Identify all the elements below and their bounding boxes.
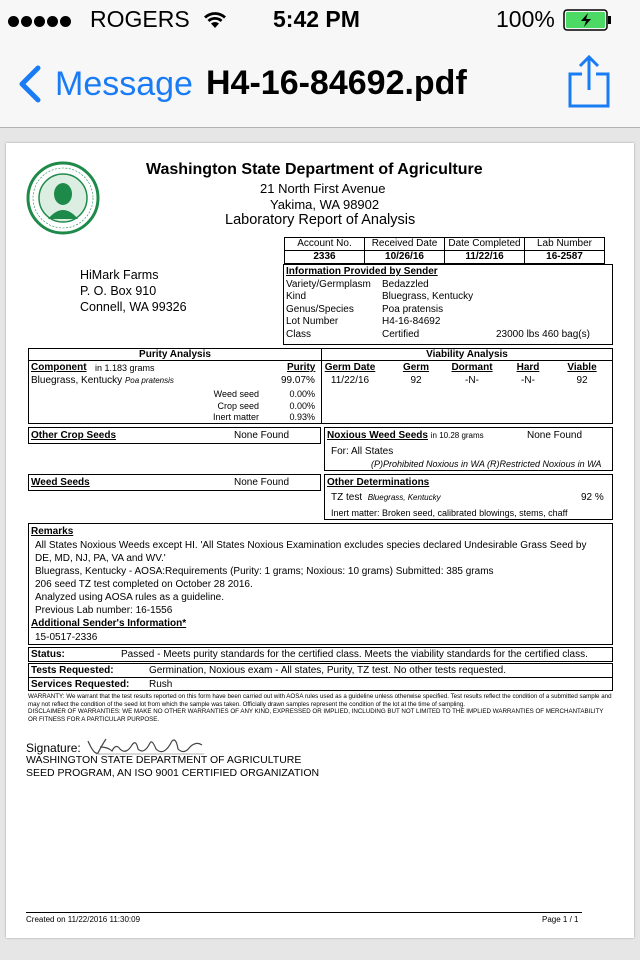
page-title: H4-16-84692.pdf xyxy=(206,64,467,102)
purity-row-value: 0.93% xyxy=(289,412,315,422)
viability-value: -N- xyxy=(465,375,479,386)
org-name: Washington State Department of Agriculture xyxy=(146,161,483,178)
component-label: Component xyxy=(31,362,87,373)
purity-row-label: Weed seed xyxy=(213,389,259,399)
warranty-line: may not reflect the condition of the seed lot from which the sample was taken. Officially drawn samples represent the condition of the lot at the time of sampling. xyxy=(28,700,466,708)
warranty-line: DISCLAIMER OF WARRANTIES: WE MAKE NO OTHER WARRANTIES OF ANY KIND, EXPRESSED OR IMPLIED, INCLUDING BUT NOT LIMITED TO THE IMPLIED WARRANTIES OF MERCHANTABILITY xyxy=(28,708,604,715)
remark-line: All States Noxious Weeds except HI. 'All States Noxious Examination excludes species declared Undesirable Grass Seed by xyxy=(35,540,587,551)
purity-row-value: 0.00% xyxy=(289,400,315,411)
purity-label: Purity xyxy=(287,362,316,373)
signature-line: WASHINGTON STATE DEPARTMENT OF AGRICULTURE xyxy=(26,754,302,766)
status-label: Status: xyxy=(31,649,65,660)
noxious-legend: (P)Prohibited Noxious in WA (R)Restricted Noxious in WA xyxy=(371,459,602,469)
remark-line: Bluegrass, Kentucky - AOSA:Requirements (Purity: 1 grams; Noxious: 10 grams) Submitted: 385 grams xyxy=(35,566,494,577)
viability-header: Germ xyxy=(402,362,430,373)
viability-header: Hard xyxy=(516,362,540,373)
info-quantity: 23000 lbs 460 bag(s) xyxy=(496,328,590,340)
account-value: 11/22/16 xyxy=(445,251,525,264)
sender-address xyxy=(80,267,187,315)
additional-info-title: Additional Sender's Information* xyxy=(31,618,187,629)
viability-header: Dormant xyxy=(451,362,493,373)
viability-value: -N- xyxy=(521,375,535,386)
info-label: Genus/Species xyxy=(286,303,354,315)
account-header: Date Completed xyxy=(445,238,525,251)
tz-kind: Bluegrass, Kentucky xyxy=(367,493,441,502)
state-seal-icon xyxy=(26,161,100,235)
org-street: 21 North First Avenue xyxy=(260,181,386,196)
inert-matter: Inert matter: Broken seed, calibrated blowings, stems, chaff xyxy=(331,508,568,518)
remark-line: DE, MD, NJ, PA, VA and WV.' xyxy=(35,553,166,564)
tests-box xyxy=(28,663,613,691)
account-header: Account No. xyxy=(285,238,365,251)
remark-line: 206 seed TZ test completed on October 28 2016. xyxy=(35,579,253,590)
noxious-label: Noxious Weed Seeds xyxy=(327,430,428,441)
warranty-line: WARRANTY: We warrant that the test results reported on this form have been carried out with AOSA rules used as a guideline unless otherwise specified. Test results reflect the condition of a submitted sample and xyxy=(28,693,612,700)
tz-label: TZ test xyxy=(331,492,363,503)
back-button[interactable]: Message xyxy=(55,65,193,103)
other-crop-value: None Found xyxy=(234,430,290,441)
weed-seeds-value: None Found xyxy=(234,477,290,488)
other-determinations-box xyxy=(324,474,613,520)
document-viewer[interactable] xyxy=(0,129,640,960)
status-value: Passed - Meets purity standards for the certified class. Meets the viability standards for the certified class. xyxy=(121,649,588,660)
purity-kind xyxy=(31,375,174,386)
noxious-heading xyxy=(327,430,484,441)
other-crop-label: Other Crop Seeds xyxy=(31,430,117,441)
share-icon[interactable] xyxy=(568,54,610,110)
sender-info-box xyxy=(283,264,613,345)
viability-value: 11/22/16 xyxy=(330,375,370,386)
account-header: Received Date xyxy=(365,238,445,251)
remark-line: Analyzed using AOSA rules as a guideline. xyxy=(35,592,225,603)
address-line: HiMark Farms xyxy=(80,268,159,282)
purity-row-label: Crop seed xyxy=(217,400,259,411)
status-box xyxy=(28,647,613,662)
tz-value: 92 % xyxy=(581,492,604,503)
purity-row-value: 0.00% xyxy=(289,389,315,399)
remark-line: Previous Lab number: 16-1556 xyxy=(35,605,173,616)
created-date: Created on 11/22/2016 11:30:09 xyxy=(26,915,141,924)
back-chevron-icon[interactable] xyxy=(16,64,44,104)
services-value: Rush xyxy=(149,679,173,690)
purity-row-label: Inert matter xyxy=(212,412,259,422)
info-value: Poa pratensis xyxy=(382,303,444,315)
viability-value: 92 xyxy=(410,375,422,386)
info-label: Kind xyxy=(286,291,307,303)
account-header: Lab Number xyxy=(525,238,605,251)
report-title: Laboratory Report of Analysis xyxy=(225,212,416,228)
noxious-for: For: All States xyxy=(331,446,394,457)
purity-sample: in 1.183 grams xyxy=(95,363,155,373)
signature-line: SEED PROGRAM, AN ISO 9001 CERTIFIED ORGANIZATION xyxy=(26,767,320,779)
signature-label: Signature: xyxy=(26,741,81,755)
remarks-title: Remarks xyxy=(31,526,74,537)
purity-kind-pct: 99.07% xyxy=(281,375,315,386)
species-text: Poa pratensis xyxy=(124,376,174,385)
wifi-icon xyxy=(202,10,228,30)
status-bar xyxy=(0,0,640,40)
info-label: Class xyxy=(286,328,312,340)
services-label: Services Requested: xyxy=(31,679,130,690)
viability-title: Viability Analysis xyxy=(426,349,508,360)
tests-label: Tests Requested: xyxy=(31,665,114,676)
weed-seeds-label: Weed Seeds xyxy=(31,477,90,488)
signal-strength-icon xyxy=(8,14,73,32)
viability-header: Viable xyxy=(567,362,597,373)
page-number: Page 1 / 1 xyxy=(542,915,579,924)
navigation-bar xyxy=(0,40,640,128)
noxious-sample: in 10.28 grams xyxy=(430,431,484,440)
battery-icon xyxy=(563,9,613,31)
other-crop-box xyxy=(28,427,321,444)
info-value: H4-16-84692 xyxy=(382,316,441,328)
account-value: 2336 xyxy=(285,251,365,264)
sender-info-title: Information Provided by Sender xyxy=(286,266,438,277)
viability-header: Germ Date xyxy=(324,362,376,373)
noxious-value: None Found xyxy=(527,430,583,441)
purity-title: Purity Analysis xyxy=(139,349,211,360)
analysis-box xyxy=(28,348,613,424)
noxious-box xyxy=(324,427,613,471)
tests-value: Germination, Noxious exam - All states, Purity, TZ test. No other tests requested. xyxy=(149,665,506,676)
info-value: Bedazzled xyxy=(382,279,429,290)
info-value: Bluegrass, Kentucky xyxy=(382,291,474,303)
other-det-title: Other Determinations xyxy=(327,477,430,488)
viability-value: 92 xyxy=(576,375,588,386)
tz-test xyxy=(331,492,441,503)
warranty-line: OR FITNESS FOR A PARTICULAR PURPOSE. xyxy=(28,715,160,723)
battery-percent: 100% xyxy=(496,6,555,32)
warranty-text xyxy=(28,693,612,723)
info-label: Lot Number xyxy=(286,316,339,328)
info-value: Certified xyxy=(382,328,420,340)
weed-seeds-box xyxy=(28,474,321,491)
org-city: Yakima, WA 98902 xyxy=(270,197,380,212)
info-label: Variety/Germplasm xyxy=(286,279,371,290)
account-value: 16-2587 xyxy=(525,251,605,264)
account-table xyxy=(284,237,605,264)
pdf-page xyxy=(6,143,634,938)
carrier-label: ROGERS xyxy=(90,6,190,32)
address-line: Connell, WA 99326 xyxy=(80,300,187,314)
kind-text: Bluegrass, Kentucky xyxy=(31,375,123,386)
clock: 5:42 PM xyxy=(273,6,360,32)
remarks-box xyxy=(28,523,613,645)
additional-info-value: 15-0517-2336 xyxy=(35,632,98,643)
address-line: P. O. Box 910 xyxy=(80,284,157,298)
account-value: 10/26/16 xyxy=(365,251,445,264)
